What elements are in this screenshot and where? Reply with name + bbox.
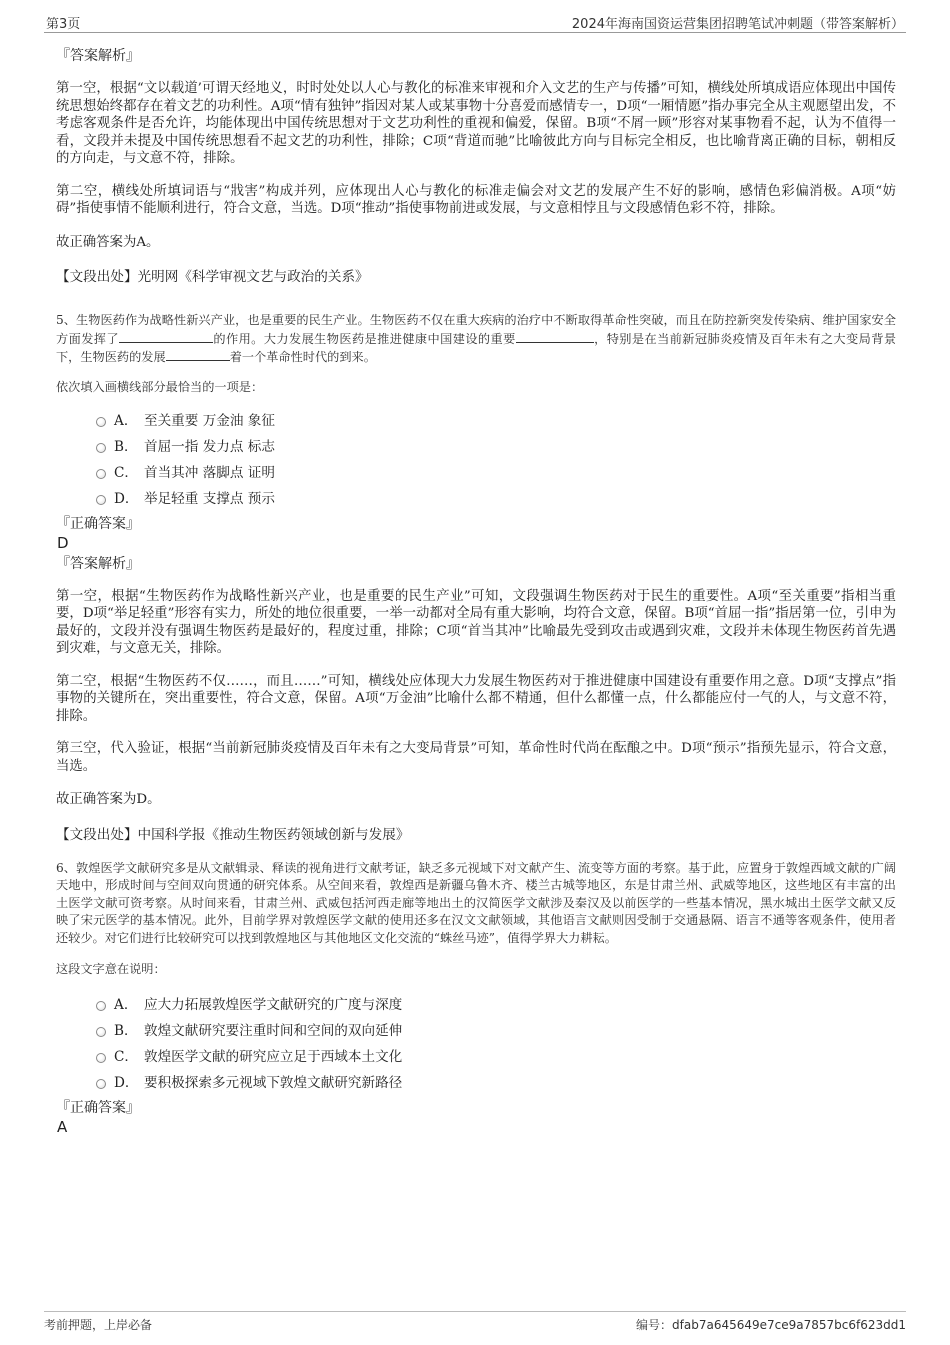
option-a[interactable]: A． 应大力拓展敦煌医学文献研究的广度与深度 [96,992,896,1018]
fill-blank [119,330,213,343]
question-stem: 6、敦煌医学文献研究多是从文献辑录、释读的视角进行文献考证，缺乏多元视域下对文献产生、流变等方面的考察。基于此，应置身于敦煌西域文献的广阔天地中，形成时间与空间双向贯通的研究体系。从空间来看，敦煌西是新疆乌鲁木齐、楼兰古城等地区，东是甘肃兰州、武威等地区，这些地区有丰富的出土医学文献可资考察。从时间来看，甘肃兰州、武威包括河西走廊等地出土的汉简医学文献涉及秦汉及以前医学的一些基本情况，黑水城出土医学文献又反映了宋元医学的基本情况。此外，目前学界对敦煌医学文献的使用还多在汉文文献领域，其他语言文献则因受制于交通悬隔、语言不通等客观条件，使用者还较少。对它们进行比较研究可以找到敦煌地区与其他地区文化交流的“蛛丝马迹”，值得学界大力耕耘。 [56,860,896,945]
correct-answer: A [57,1118,68,1136]
radio-icon[interactable] [96,443,106,453]
option-b[interactable]: B． 首屈一指 发力点 标志 [96,434,896,460]
correct-answer-label: 『正确答案』 [56,1100,140,1116]
fill-blank [166,348,230,361]
option-list [56,992,896,1096]
fill-blank [516,330,594,343]
analysis-paragraph: 第一空，根据“文以载道’可谓天经地义，时时处处以人心与教化的标准来审视和介入文艺的生产与传播”可知，横线处所填成语应体现出中国传统思想始终都存在着文艺的功利性。A项“情有独钟”指因对某人或某事物十分喜爱而感情专一，D项“一厢情愿”指办事完全从主观愿望出发，不考虑客观条件是否允许，均能体现出中国传统思想对于文艺功利性的重视和偏爱，保留。B项“不屑一顾”形容对某事物看不起，认为不值得一看，文段并未提及中国传统思想看不起文艺的功利性，排除；C项“背道而驰”比喻彼此方向与目标完全相反，也比喻背离正确的目标，朝相反的方向走，与文意不符，排除。 [56,81,896,166]
footer-slogan: 考前押题，上岸必备 [44,1318,153,1332]
page-content [56,44,896,1136]
option-a[interactable]: A． 至关重要 万金油 象征 [96,408,896,434]
option-d[interactable]: D． 要积极探索多元视域下敦煌文献研究新路径 [96,1070,896,1096]
radio-icon[interactable] [96,469,106,479]
analysis-paragraph: 第二空，根据“生物医药不仅……，而且……”可知，横线处应体现大力发展生物医药对于推进健康中国建设有重要作用之意。D项“支撑点”指事物的关键所在，突出重要性，符合文意，保留。A项“万金油”比喻什么都不精通，但什么都懂一点，什么都能应付一气的人，与文意不符，排除。 [56,673,896,724]
question-prompt: 依次填入画横线部分最恰当的一项是： [56,379,264,394]
option-list [56,408,896,512]
correct-answer-label: 『正确答案』 [56,515,140,532]
analysis-paragraph: 第三空，代入验证，根据“当前新冠肺炎疫情及百年未有之大变局背景”可知，革命性时代尚在酝酿之中。D项“预示”指预先显示，符合文意，当选。 [56,741,896,774]
radio-icon[interactable] [96,1001,106,1011]
correct-answer: D [57,533,69,552]
conclusion-text: 故正确答案为A。 [56,234,160,250]
analysis-label: 『答案解析』 [56,555,140,572]
radio-icon[interactable] [96,495,106,505]
analysis-label: 『答案解析』 [56,48,140,64]
source-citation: 【文段出处】中国科学报《推动生物医药领域创新与发展》 [56,826,410,843]
page-header [44,10,906,33]
question-stem: 5、生物医药作为战略性新兴产业，也是重要的民生产业。生物医药不仅在重大疾病的治疗中不断取得革命性突破，而且在防控新突发传染病、维护国家安全方面发挥了 的作用。大力发展生物医药是推进健康中国建设的重要 ，特别是在当前新冠肺炎疫情及百年未有之大变局背景下，生物医药的发展 着一个革命性时代的到来。 [56,313,897,364]
option-d[interactable]: D． 举足轻重 支撑点 预示 [96,486,896,512]
document-id: 编号：dfab7a645649e7ce9a7857bc6f623dd1 [636,1318,906,1332]
option-c[interactable]: C． 首当其冲 落脚点 证明 [96,460,896,486]
radio-icon[interactable] [96,1027,106,1037]
option-b[interactable]: B． 敦煌文献研究要注重时间和空间的双向延伸 [96,1018,896,1044]
radio-icon[interactable] [96,417,106,427]
document-title: 2024年海南国资运营集团招聘笔试冲刺题（带答案解析） [571,17,904,32]
source-citation: 【文段出处】光明网《科学审视文艺与政治的关系》 [56,269,369,285]
option-c[interactable]: C． 敦煌医学文献的研究应立足于西域本土文化 [96,1044,896,1070]
radio-icon[interactable] [96,1053,106,1063]
radio-icon[interactable] [96,1079,106,1089]
conclusion-text: 故正确答案为D。 [56,792,161,807]
analysis-paragraph: 第二空，横线处所填词语与“戕害”构成并列，应体现出人心与教化的标准走偏会对文艺的发展产生不好的影响，感情色彩偏消极。A项“妨碍”指使事情不能顺利进行，符合文意，当选。D项“推动”指使事物前进或发展，与文意相悖且与文段感情色彩不符，排除。 [56,183,896,216]
question-prompt: 这段文字意在说明： [56,962,166,976]
page-number: 第3页 [46,17,81,32]
page-footer [44,1311,906,1336]
analysis-paragraph: 第一空，根据“生物医药作为战略性新兴产业，也是重要的民生产业”可知，文段强调生物医药对于民生的重要性。A项“至关重要”指相当重要，D项“举足轻重”形容有实力，所处的地位很重要，一举一动都对全局有重大影响，均符合文意，保留。B项“首屈一指”指居第一位，引申为最好的，文段并没有强调生物医药是最好的，程度过重，排除；C项“首当其冲”比喻最先受到攻击或遇到灾难，文段并未体现生物医药首先遇到灾难，与文意无关，排除。 [56,588,896,656]
